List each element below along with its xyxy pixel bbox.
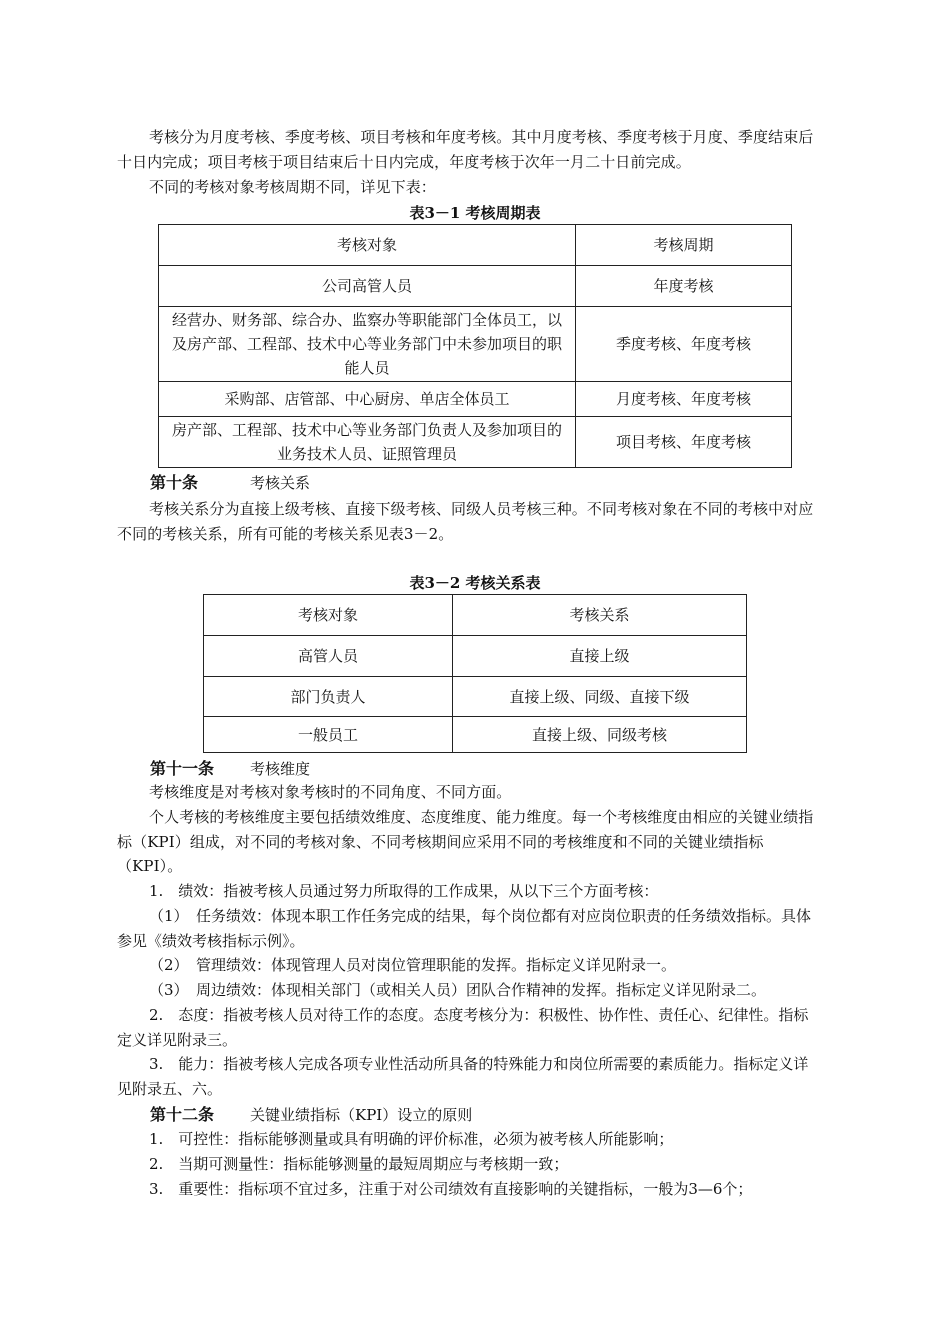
- paragraph-dimension-definition: 考核维度是对考核对象考核时的不同角度、不同方面。: [149, 783, 512, 801]
- list-item: （3） 周边绩效：体现相关部门（或相关人员）团队合作精神的发挥。指标定义详见附录二。: [149, 981, 767, 999]
- table1-caption: 表3－1 考核周期表: [409, 204, 541, 222]
- table-cell: 一般员工: [204, 717, 453, 753]
- table-row: [204, 636, 747, 677]
- paragraph-dimension-details: 个人考核的考核维度主要包括绩效维度、态度维度、能力维度。每一个考核维度由相应的关键业绩指标（KPI）组成，对不同的考核对象、不同考核期间应采用不同的考核维度和不同的关键业绩指标（KPI）。: [117, 808, 814, 875]
- table-cell: 直接上级、同级、直接下级: [453, 677, 747, 717]
- table-row: [204, 677, 747, 717]
- table-cell: 月度考核、年度考核: [576, 382, 792, 417]
- table-row: [159, 382, 792, 417]
- list-item: 1. 绩效：指被考核人员通过努力所取得的工作成果，从以下三个方面考核：: [149, 882, 659, 900]
- table-header-row: [204, 595, 747, 636]
- table-row: [159, 417, 792, 468]
- paragraph-assessment-relations: 考核关系分为直接上级考核、直接下级考核、同级人员考核三种。不同考核对象在不同的考核中对应不同的考核关系，所有可能的考核关系见表3－2。: [117, 500, 814, 543]
- table-header-cell: 考核对象: [204, 595, 453, 636]
- table-header-cell: 考核周期: [576, 225, 792, 266]
- table-cell: 项目考核、年度考核: [576, 417, 792, 468]
- table-cell: 高管人员: [204, 636, 453, 677]
- table-header-cell: 考核关系: [453, 595, 747, 636]
- article-10-heading: [150, 470, 310, 493]
- list-item: 1. 可控性：指标能够测量或具有明确的评价标准，必须为被考核人所能影响；: [149, 1130, 674, 1148]
- article-title: 考核关系: [250, 474, 311, 492]
- assessment-relation-table: [203, 594, 747, 753]
- list-item: 2. 当期可测量性：指标能够测量的最短周期应与考核期一致；: [149, 1155, 569, 1173]
- table-cell: 部门负责人: [204, 677, 453, 717]
- assessment-cycle-table: [158, 224, 792, 468]
- article-title: 关键业绩指标（KPI）设立的原则: [250, 1106, 473, 1124]
- list-item: 3. 能力：指被考核人完成各项专业性活动所具备的特殊能力和岗位所需要的素质能力。指标定义详见附录五、六。: [117, 1055, 809, 1098]
- table-cell: 采购部、店管部、中心厨房、单店全体员工: [159, 382, 576, 417]
- article-number: 第十条: [150, 473, 199, 492]
- article-number: 第十一条: [150, 759, 215, 778]
- paragraph-cycle-intro: 不同的考核对象考核周期不同，详见下表：: [149, 178, 436, 196]
- list-item: （2） 管理绩效：体现管理人员对岗位管理职能的发挥。指标定义详见附录一。: [149, 956, 677, 974]
- table2-caption: 表3－2 考核关系表: [409, 574, 541, 592]
- table-cell: 年度考核: [576, 266, 792, 307]
- article-11-heading: [150, 756, 310, 779]
- table-cell: 房产部、工程部、技术中心等业务部门负责人及参加项目的业务技术人员、证照管理员: [159, 417, 576, 468]
- table-cell: 季度考核、年度考核: [576, 307, 792, 382]
- table-cell: 直接上级、同级考核: [453, 717, 747, 753]
- table-row: [159, 266, 792, 307]
- list-item: （1） 任务绩效：体现本职工作任务完成的结果，每个岗位都有对应岗位职责的任务绩效指标。具体参见《绩效考核指标示例》。: [117, 907, 812, 950]
- list-item: 3. 重要性：指标项不宜过多，注重于对公司绩效有直接影响的关键指标，一般为3—6个；: [149, 1180, 753, 1198]
- paragraph-assessment-types: 考核分为月度考核、季度考核、项目考核和年度考核。其中月度考核、季度考核于月度、季度结束后十日内完成；项目考核于项目结束后十日内完成，年度考核于次年一月二十日前完成。: [117, 128, 814, 171]
- table-header-cell: 考核对象: [159, 225, 576, 266]
- table-cell: 公司高管人员: [159, 266, 576, 307]
- article-title: 考核维度: [250, 760, 311, 778]
- article-12-heading: [150, 1102, 472, 1125]
- table-cell: 直接上级: [453, 636, 747, 677]
- table-row: [159, 307, 792, 382]
- table-row: [204, 717, 747, 753]
- article-number: 第十二条: [150, 1105, 215, 1124]
- table-header-row: [159, 225, 792, 266]
- list-item: 2. 态度：指被考核人员对待工作的态度。态度考核分为：积极性、协作性、责任心、纪律性。指标定义详见附录三。: [117, 1006, 809, 1049]
- table-cell: 经营办、财务部、综合办、监察办等职能部门全体员工，以及房产部、工程部、技术中心等业务部门中未参加项目的职能人员: [159, 307, 576, 382]
